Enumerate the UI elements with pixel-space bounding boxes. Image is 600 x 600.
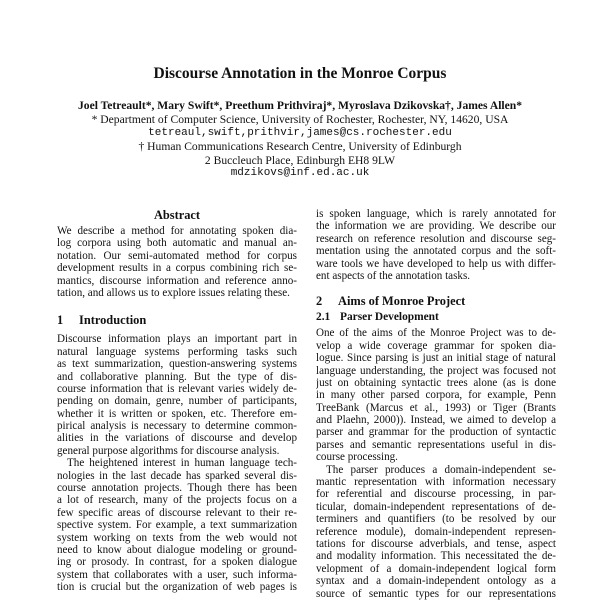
text-line: ticular, domain-independent representations of de- [316, 500, 556, 513]
subsection-title: Parser Development [340, 311, 439, 324]
text-line: research on reference resolution and discourse seg- [316, 232, 556, 245]
text-line: need to know about dialogue modeling or ground- [57, 543, 297, 556]
text-line: system working on texts from the web would not [57, 531, 297, 544]
intro-paragraph-2 [57, 457, 297, 593]
affiliation-rochester: * Department of Computer Science, University of Rochester, Rochester, NY, 14620, USA [91, 113, 509, 126]
section-title: Aims of Monroe Project [338, 294, 466, 309]
text-line: log corpora using both automatic and manual an- [57, 237, 297, 250]
text-line: language understanding, the project was focused not [316, 364, 556, 377]
text-line: TreeBank (Marcus et al., 1993) or Tiger (Brants [316, 401, 556, 414]
section-title: Introduction [79, 313, 147, 328]
text-line: reference module), domain-independent represen- [316, 525, 556, 538]
author-list: Joel Tetreault*, Mary Swift*, Preethum Prithviraj*, Myroslava Dzikovska†, James Allen* [77, 99, 523, 112]
text-line: ent aspects of the annotation tasks. [316, 269, 471, 282]
text-line: mantics, discourse information and reference anno- [57, 274, 297, 287]
text-line: general purpose algorithms for discourse analysis. [57, 444, 280, 457]
text-line: One of the aims of the Monroe Project was to de- [316, 327, 556, 340]
text-line: tion is crucial but the organization of web pages is [57, 581, 297, 594]
parser-paragraph-2 [316, 464, 556, 600]
text-line: as text summarization, question-answering systems [57, 358, 297, 371]
text-line: The parser produces a domain-independent se- [326, 463, 556, 476]
affiliation-edinburgh: † Human Communications Research Centre, University of Edinburgh [138, 140, 462, 153]
text-line: ware tools we have developed to help us with differ- [316, 257, 556, 270]
text-line: We describe a method for annotating spoken dia- [57, 225, 297, 237]
subsection-heading-parser [316, 310, 556, 324]
text-line: and Plaehn, 2000)). Instead, we aimed to develop a [316, 414, 556, 427]
parser-paragraph-1 [316, 327, 556, 463]
text-line: The heightened interest in human language tech- [67, 457, 297, 470]
text-line: mentation using the annotated corpus and the soft- [316, 245, 556, 258]
section-heading-introduction [57, 313, 297, 328]
text-line: ing or prosody. In contrast, for a spoken dialogue [57, 556, 297, 569]
text-line: and modality information. This necessitated the de- [316, 550, 556, 563]
email-rochester: tetreaul,swift,prithvir,james@cs.rochester.edu [148, 126, 452, 139]
section-number: 2 [316, 294, 323, 309]
text-line: pirical analysis is necessary to determine common- [57, 420, 297, 433]
section-number: 1 [57, 313, 64, 328]
text-line: system that collaborates with a user, such informa- [57, 568, 297, 581]
text-line: few specific areas of discourse relevant to their re- [57, 506, 297, 519]
text-line: velop a wide coverage grammar for spoken dia- [316, 339, 556, 352]
text-line: and collaborative planning. But the type of dis- [57, 370, 297, 383]
subsection-number: 2.1 [316, 311, 331, 324]
text-line: terminers and quantifiers (to be resolved by our [316, 513, 556, 526]
text-line: notation. Our semi-automated method for corpus [57, 249, 297, 262]
text-line: for referential and discourse processing, in par- [316, 488, 556, 501]
intro-paragraph-1 [57, 333, 297, 457]
text-line: tations for discourse adverbials, and tense, aspect [316, 537, 556, 550]
text-line: syntax and a domain-independent ontology as a [316, 575, 556, 588]
text-line: is spoken language, which is rarely annotated for [316, 208, 556, 220]
text-line: spective system. For example, a text summarization [57, 519, 297, 532]
address-edinburgh: 2 Buccleuch Place, Edinburgh EH8 9LW [204, 153, 396, 167]
left-column [57, 208, 297, 594]
text-line: Discourse information plays an important part in [57, 333, 297, 346]
text-line: nologies in the last decade has sparked several dis- [57, 469, 297, 482]
text-line: a lot of research, many of the projects focus on a [57, 494, 297, 507]
text-line: mantic representation with information necessary [316, 476, 556, 489]
text-line: parses and semantic representations useful in dis- [316, 438, 556, 451]
text-line: source of semantic types for our representations [316, 587, 556, 600]
text-line: alities in the variations of discourse and develop [57, 432, 297, 445]
text-line: whether it is written or spoken, etc. Therefore em- [57, 407, 297, 420]
text-line: development results in a corpus combining rich se- [57, 262, 297, 275]
right-column [316, 208, 556, 600]
text-line: velopment of a domain-independent logical form [316, 562, 556, 575]
text-line: logue. Since parsing is just an initial stage of natural [316, 352, 556, 365]
text-line: tation, and allows us to explore issues relating these. [57, 286, 290, 299]
abstract-heading: Abstract [153, 208, 201, 222]
text-line: parser and grammar for the production of syntactic [316, 426, 556, 439]
text-line: pending on domain, genre, number of participants, [57, 395, 297, 408]
email-edinburgh: mdzikovs@inf.ed.ac.uk [230, 167, 370, 179]
text-line: in many other parsed corpora, for example, Penn [316, 389, 556, 402]
text-line: course annotation projects. Though there has been [57, 482, 297, 495]
paper-title: Discourse Annotation in the Monroe Corpus [153, 65, 447, 82]
abstract-text [57, 225, 297, 299]
text-line: the information we are providing. We describe our [316, 220, 556, 233]
text-line: natural language systems performing tasks such [57, 345, 297, 358]
section-heading-aims [316, 294, 556, 309]
text-line: just on obtaining syntactic trees alone (as is done [316, 376, 556, 389]
text-line: course information that is relevant varies widely de- [57, 382, 297, 395]
text-line: course processing. [316, 451, 398, 464]
intro-paragraph-2-continued [316, 208, 556, 282]
